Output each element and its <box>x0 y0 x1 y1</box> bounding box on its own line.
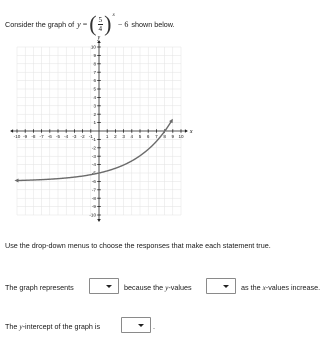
x-tick-label: 5 <box>138 134 142 139</box>
y-tick-label: -10 <box>89 212 96 218</box>
left-paren: ( <box>89 11 97 36</box>
y-tick-label: 4 <box>93 95 96 100</box>
statement1-part2: because the y-values <box>124 283 192 292</box>
y-tick-label: 3 <box>93 103 96 109</box>
fraction-denominator: 4 <box>98 24 103 33</box>
y-tick-label: -9 <box>91 204 96 210</box>
y-tick-label: 10 <box>90 44 96 50</box>
x-tick-label: 9 <box>171 134 175 139</box>
y-tick-label: 9 <box>93 53 96 58</box>
x-tick-label: -4 <box>64 134 69 139</box>
y-tick-label: -7 <box>91 187 96 193</box>
y-axis-label: y <box>97 36 101 41</box>
x-axis-arrow-right <box>185 129 188 133</box>
y-tick-label: -3 <box>91 153 96 159</box>
x-tick-label: -3 <box>72 134 77 139</box>
chevron-down-icon <box>223 285 229 288</box>
dropdown-function-type[interactable] <box>89 278 119 294</box>
x-tick-label: 4 <box>130 134 134 139</box>
y-tick-label: 2 <box>93 111 96 117</box>
equation-equals: = <box>82 19 88 29</box>
question-text <box>5 11 175 36</box>
x-tick-label: 6 <box>146 134 150 139</box>
x-tick-label: 3 <box>122 134 125 139</box>
x-tick-label: 2 <box>114 134 117 139</box>
y-axis-arrow-down <box>97 219 101 222</box>
x-tick-label: 1 <box>105 134 109 139</box>
y-tick-label: -5 <box>91 170 96 176</box>
x-axis-label: x <box>189 129 193 135</box>
x-tick-label: 8 <box>163 134 166 139</box>
x-tick-label: -7 <box>39 134 44 139</box>
y-tick-label: -2 <box>91 145 96 151</box>
y-tick-label: -8 <box>91 195 96 201</box>
instruction-text: Use the drop-down menus to choose the responses that make each statement true. <box>5 241 271 250</box>
x-tick-label: -9 <box>23 134 28 139</box>
x-tick-label: -10 <box>13 134 21 139</box>
x-axis-arrow-left <box>10 129 13 133</box>
x-tick-label: 7 <box>155 134 158 139</box>
x-tick-label: 10 <box>178 134 184 139</box>
question-prefix: Consider the graph of <box>5 19 75 29</box>
equation-constant: − 6 <box>117 19 129 29</box>
axes <box>10 40 188 222</box>
dropdown-y-intercept[interactable] <box>121 317 151 333</box>
y-tick-label: 8 <box>93 61 96 67</box>
equation-exponent: x <box>112 12 115 18</box>
y-tick-label: -4 <box>91 162 96 168</box>
y-tick-label: 5 <box>93 86 96 92</box>
x-tick-label: -5 <box>55 134 61 139</box>
statement1-part1: The graph represents <box>5 283 74 292</box>
y-tick-label: -1 <box>91 137 96 142</box>
chevron-down-icon <box>138 324 144 327</box>
right-paren: ) <box>104 11 112 36</box>
x-tick-label: -8 <box>31 134 36 139</box>
equation-y: y <box>77 19 81 29</box>
question-suffix: shown below. <box>131 19 175 29</box>
dropdown-y-behavior[interactable] <box>206 278 236 294</box>
chevron-down-icon <box>106 285 112 288</box>
curve-arrow-left <box>15 178 19 182</box>
statement2-text: The y-intercept of the graph is <box>5 322 101 331</box>
statement2-period: . <box>153 322 155 331</box>
y-tick-label: 6 <box>93 78 96 84</box>
fraction-numerator: 5 <box>98 15 103 24</box>
x-tick-label: -2 <box>80 134 85 139</box>
equation-fraction <box>98 16 104 33</box>
y-tick-label: -6 <box>91 179 96 184</box>
coordinate-graph <box>0 36 334 236</box>
y-tick-label: 1 <box>93 120 96 126</box>
y-tick-label: 7 <box>93 69 96 75</box>
equation <box>77 11 129 36</box>
x-tick-label: -6 <box>47 134 52 139</box>
x-tick-label: -1 <box>88 134 93 139</box>
statement1-part3: as the x-values increase. <box>241 283 321 292</box>
